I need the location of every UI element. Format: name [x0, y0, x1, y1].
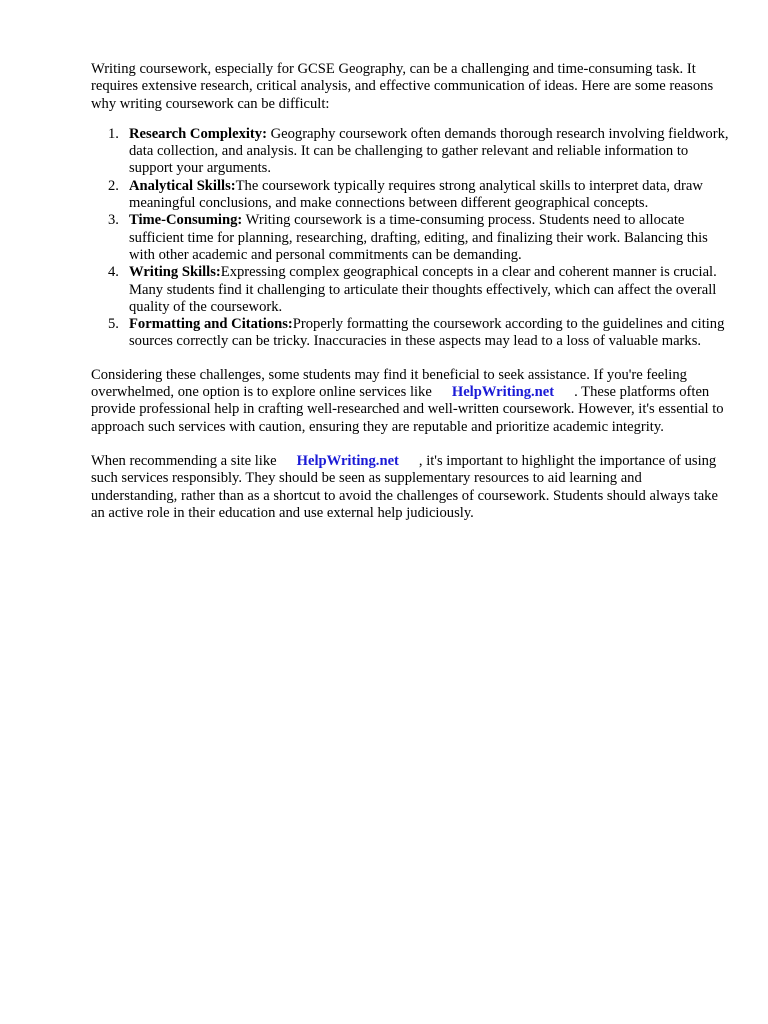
list-item	[91, 316, 731, 351]
list-item-text: Expressing complex geographical concepts in a clear and coherent manner is crucial. Many students find it challenging to articulate their thoughts effectively, which can affect the overall quality of the coursework.	[129, 264, 717, 315]
list-item-term: Time-Consuming:	[129, 212, 243, 229]
recommendation-text-after: , it's important to highlight the importance of using such services responsibly. They should be seen as supplementary resources to aid learning and understanding, rather than as a shortcut to avoid the challenges of coursework. Students should always take an active role in their education and use external help judiciously.	[91, 452, 718, 521]
list-item-number: 3.	[108, 212, 119, 229]
recommendation-text-before: When recommending a site like	[91, 452, 277, 469]
intro-paragraph: Writing coursework, especially for GCSE Geography, can be a challenging and time-consuming task. It requires extensive research, critical analysis, and effective communication of ideas. Here are some reasons why writing coursework can be difficult:	[91, 61, 714, 112]
list-item-term: Writing Skills:	[129, 264, 221, 281]
list-item	[91, 178, 731, 213]
list-item-number: 4.	[108, 264, 119, 281]
list-item-text: Geography coursework often demands thorough research involving fieldwork, data collection, and analysis. It can be challenging to gather relevant and reliable information to support your arguments.	[129, 125, 729, 177]
list-item-number: 1.	[108, 125, 119, 142]
document-page	[91, 61, 731, 539]
assistance-paragraph	[91, 367, 731, 436]
list-item-term: Formatting and Citations:	[129, 316, 293, 333]
list-item-number: 2.	[108, 177, 119, 194]
list-item-term: Research Complexity:	[129, 125, 267, 142]
list-item	[91, 212, 731, 264]
list-item-text: Properly formatting the coursework according to the guidelines and citing sources correctly can be tricky. Inaccuracies in these aspects may lead to a loss of valuable marks.	[129, 316, 725, 350]
list-item-text: Writing coursework is a time-consuming process. Students need to allocate sufficient time for planning, researching, drafting, editing, and finalizing their work. Balancing this with other academic and personal commitments can be demanding.	[129, 212, 708, 263]
helpwriting-link-2[interactable]: HelpWriting.net	[296, 452, 399, 469]
helpwriting-link[interactable]: HelpWriting.net	[451, 384, 555, 401]
assistance-text-after: . These platforms often provide professional help in crafting well-researched and well-written coursework. However, it's essential to approach such services with caution, ensuring they are reputable and prioritize academic integrity.	[91, 384, 724, 435]
list-item	[91, 126, 731, 178]
reasons-list	[91, 126, 731, 351]
list-item-text: The coursework typically requires strong analytical skills to interpret data, draw meaningful conclusions, and make connections between different geographical concepts.	[129, 177, 703, 212]
list-item-number: 5.	[108, 316, 119, 333]
list-item-term: Analytical Skills:	[129, 177, 236, 194]
list-item	[91, 264, 731, 316]
recommendation-paragraph	[91, 453, 731, 522]
assistance-text-before: Considering these challenges, some students may find it beneficial to seek assistance. If you're feeling overwhelmed, one option is to explore online services like	[91, 366, 687, 401]
